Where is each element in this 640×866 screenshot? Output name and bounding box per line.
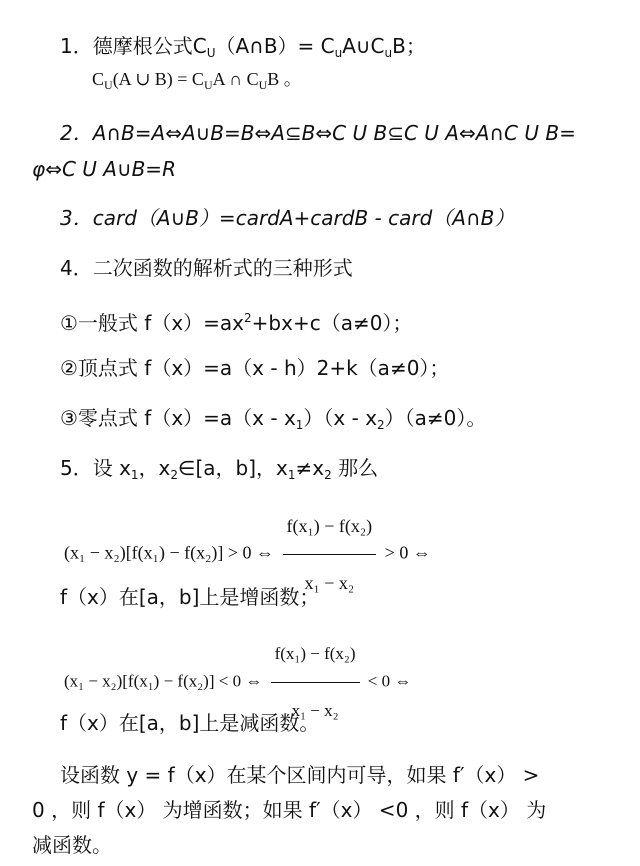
- derivative-line-3: 减函数。: [32, 833, 112, 857]
- general-form: ①一般式 $f(x)=ax^2+bx+c(a\ne 0)$；: [60, 311, 413, 335]
- quadratic-title: 4．二次函数的解析式的三种形式: [60, 256, 353, 280]
- decreasing-conclusion: f（x）在[a，b]上是减函数。: [60, 711, 320, 735]
- derivative-line-1: 设函数 y = f（x）在某个区间内可导，如果 f′（x） >: [60, 763, 540, 787]
- decreasing-equation: (x₁ − x₂)[f(x₁) − f(x₂)] < 0 ⇔ $\frac{\text{f(x₁) − f(x₂)}}{\text{x₁ − x₂}}$ < 0 ⇔: [64, 628, 411, 737]
- zero-form: ③零点式 $f(x)=a(x - x_1)(x - x_2)(a\ne 0)$。: [60, 406, 487, 432]
- card-formula: 3．card（A∪B）=cardA+cardB - card（A∩B）: [60, 206, 515, 230]
- monotonic-lead: 5．设 $x_1$，$x_2\in[a$，b]，$x_1\ne x_2$ 那么: [60, 456, 379, 482]
- vertex-form: ②顶点式 f（x）=a（x - h）2+k（a≠0）；: [60, 356, 450, 380]
- set-equivalence-line-2: φ⇔C U A∪B=R: [32, 157, 176, 181]
- demorgan-line: 1．德摩根公式$C_U(A\cap B)=$ $C_uA\cup C_uB$；: [60, 34, 426, 60]
- set-equivalence-line-1: 2．A∩B=A⇔A∪B=B⇔A⊆B⇔C U B⊆C U A⇔A∩C U B=: [60, 121, 576, 145]
- increasing-conclusion: f（x）在[a，b]上是增函数；: [60, 585, 320, 609]
- derivative-line-2: 0 ，则 f（x） 为增函数；如果 f′（x） <0 ，则 f（x） 为: [32, 798, 547, 822]
- increasing-equation: (x₁ − x₂)[f(x₁) − f(x₂)] > 0 ⇔ $\frac{\text{f(x₁) − f(x₂)}}{\text{x₁ − x₂}}$ > 0 ⇔: [64, 500, 431, 609]
- difference-quotient-fraction: $\frac{\text{f(x₁) − f(x₂)}}{\text{x₁ − x₂}}$: [271, 628, 360, 737]
- difference-quotient-fraction: $\frac{\text{f(x₁) − f(x₂)}}{\text{x₁ − x₂}}$: [283, 500, 377, 609]
- demorgan-line-2: $C_U(A$ ∪ $B) = C_UA$ ∩ $C_UB$ 。: [92, 69, 302, 92]
